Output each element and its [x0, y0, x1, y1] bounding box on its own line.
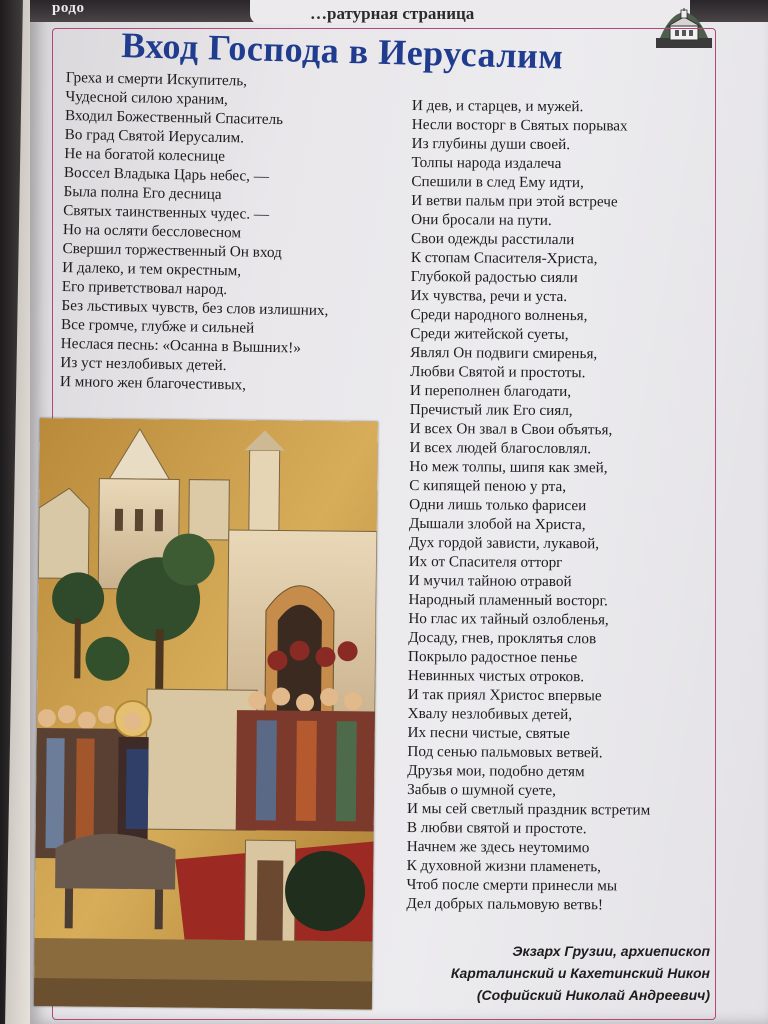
poem-line: Дел добрых пальмовую ветвь! [406, 894, 604, 914]
poem-line: Забыв о шумной суете, [407, 780, 557, 800]
poem-line: Под сенью пальмовых ветвей. [407, 742, 603, 762]
poem-line: Без льстивых чувств, без слов излишних, [61, 296, 329, 320]
poem-line: Святых таинственных чудес. — [63, 201, 270, 223]
entry-into-jerusalem-icon-painting [34, 418, 378, 1010]
poem-line: Не на богатой колеснице [64, 144, 226, 166]
poem-line: Пречистый лик Его сиял, [409, 400, 573, 420]
poem-line: И далеко, и тем окрестным, [62, 258, 242, 280]
poem-line: Друзья мои, подобно детям [407, 761, 585, 781]
signature-line-2: Карталинский и Кахетинский Никон [450, 965, 710, 981]
poem-line: Глубокой радостью сияли [410, 267, 578, 287]
poem-line: Одни лишь только фарисеи [409, 495, 587, 515]
poem-line: Свершил торжественный Он вход [62, 239, 282, 262]
poem-line: И мучил тайною отравой [408, 571, 572, 591]
poem-line: Среди народного волненья, [410, 305, 588, 325]
poem-line: Их песни чистые, святые [407, 723, 570, 743]
poem-line: И переполнен благодати, [409, 381, 572, 401]
poem-line: Воссел Владыка Царь небес, — [63, 163, 270, 185]
poem-line: Хвалу незлобивых детей, [407, 704, 573, 724]
poem-line: Чудесной силою храним, [65, 87, 229, 109]
poem-line: Во град Святой Иерусалим. [64, 125, 245, 147]
poem-title: Вход Господа в Иерусалим [120, 24, 564, 77]
poem-line: Спешили в след Ему идти, [411, 172, 584, 192]
running-head-text: …ратурная страница [310, 4, 475, 23]
poem-line: Толпы народа издалеча [411, 153, 562, 173]
poem-line: К стопам Спасителя-Христа, [410, 248, 598, 268]
poem-line: И дев, и старцев, и мужей. [411, 96, 584, 116]
poem-line: Начнем же здесь неутомимо [406, 837, 590, 857]
poem-line: В любви святой и простоте. [406, 818, 587, 838]
poem-line: И ветви пальм при этой встрече [411, 191, 618, 211]
poem-line: Любви Святой и простоты. [410, 362, 586, 382]
signature-line-1: Экзарх Грузии, архиепископ [512, 943, 710, 959]
poem-line: И всех людей благословлял. [409, 438, 592, 458]
poem-line: Дышали злобой на Христа, [408, 514, 586, 534]
poem-line: К духовной жизни пламенеть, [406, 856, 602, 876]
poem-line: И много жен благочестивых, [59, 372, 247, 394]
poem-line: Их чувства, речи и уста. [410, 286, 568, 306]
signature-line-3: (Софийский Николай Андреевич) [476, 987, 710, 1003]
poem-line: Входил Божественный Спаситель [64, 106, 284, 129]
poem-line: С кипящей пеною у рта, [409, 476, 567, 496]
poem-line: Покрыло радостное пенье [408, 647, 578, 667]
poem-line: Греха и смерти Искупитель, [65, 68, 248, 90]
poem-line: Их от Спасителя отторг [408, 552, 563, 572]
poem-line: И всех Он звал в Свои объятья, [409, 419, 613, 439]
section-label: родо [52, 0, 85, 16]
poem-line: Из глубины души своей. [411, 134, 571, 154]
poem-line: Его приветствовал народ. [61, 277, 228, 299]
poem-line: Среди житейской суеты, [410, 324, 569, 344]
poem-line: Неслася песнь: «Осанна в Вышних!» [60, 334, 302, 357]
poem-line: Несли восторг в Святых порывах [411, 115, 628, 135]
poem-line: Являл Он подвиги смиренья, [410, 343, 598, 363]
poem-line: Но на осляти бессловесном [62, 220, 242, 242]
poem-line: Досаду, гнев, проклятья слов [408, 628, 597, 648]
signature-block [451, 940, 710, 1006]
poem-right-column [406, 96, 655, 915]
poem-line: Свои одежды расстилали [410, 229, 575, 249]
poem-line: Но меж толпы, шипя как змей, [409, 457, 608, 477]
poem-line: Дух гордой зависти, лукавой, [408, 533, 600, 553]
poem-line: Они бросали на пути. [411, 210, 552, 229]
poem-line: Невинных чистых отроков. [407, 666, 585, 686]
poem-line: Чтоб после смерти принесли мы [406, 875, 618, 895]
poem-line: Все громче, глубже и сильней [60, 315, 255, 337]
poem-left-column [60, 68, 333, 396]
poem-line: Из уст незлобивых детей. [60, 353, 227, 375]
poem-line: И так приял Христос впервые [407, 685, 602, 705]
poem-line: Народный пламенный восторг. [408, 590, 608, 610]
poem-line: И мы сей светлый праздник встретим [406, 799, 651, 819]
poem-line: Была полна Его десница [63, 182, 222, 204]
poem-line: Но глас их тайный озлобленья, [408, 609, 609, 629]
